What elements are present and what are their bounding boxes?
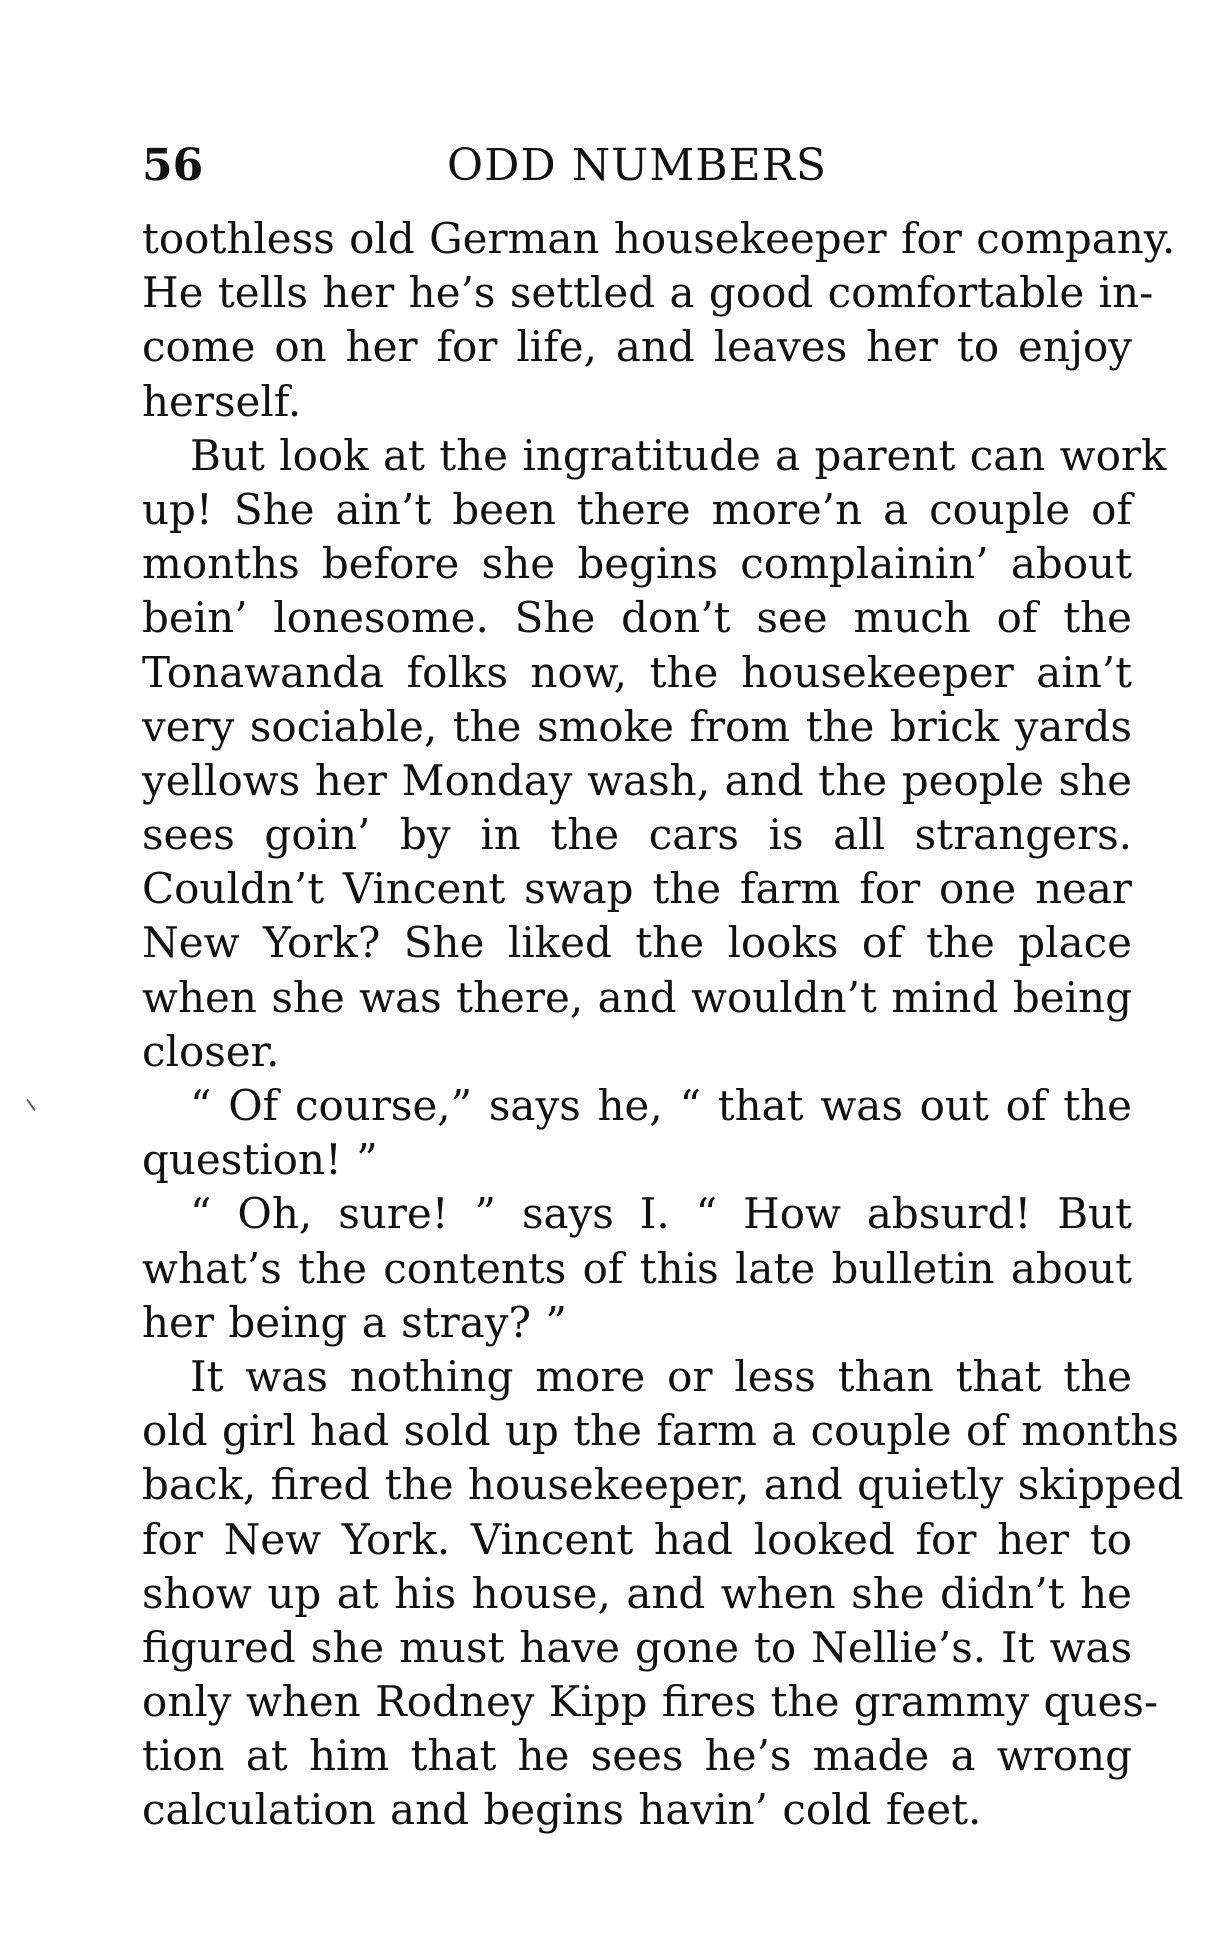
text-line: New York? She liked the looks of the place — [142, 918, 1132, 968]
text-line: months before she begins complainin’ about — [142, 539, 1132, 589]
text-line: Couldn’t Vincent swap the farm for one near — [142, 864, 1132, 914]
text-line: only when Rodney Kipp fires the grammy ques- — [142, 1677, 1159, 1727]
text-line: come on her for life, and leaves her to enjoy — [142, 322, 1132, 372]
page-header — [142, 136, 1132, 196]
text-line: Tonawanda folks now, the housekeeper ain’t — [142, 647, 1132, 697]
scan-mark — [26, 1099, 36, 1112]
page-number: 56 — [142, 140, 204, 191]
text-line: for New York. Vincent had looked for her to — [142, 1514, 1132, 1564]
text-line: her being a stray? ” — [142, 1297, 567, 1347]
text-line: But look at the ingratitude a parent can work — [190, 430, 1167, 480]
text-line: back, fired the housekeeper, and quietly skipped — [142, 1460, 1184, 1510]
text-line: calculation and begins havin’ cold feet. — [142, 1785, 982, 1835]
text-line: old girl had sold up the farm a couple of months — [142, 1406, 1179, 1456]
text-line: up! She ain’t been there more’n a couple of — [142, 484, 1132, 534]
text-line: very sociable, the smoke from the brick yards — [142, 701, 1132, 751]
text-line: “ Of course,” says he, “ that was out of the — [190, 1081, 1132, 1130]
text-line: toothless old German housekeeper for company. — [142, 214, 1176, 263]
text-line: yellows her Monday wash, and the people she — [142, 755, 1132, 805]
text-line: figured she must have gone to Nellie’s. It was — [142, 1622, 1132, 1672]
running-title: ODD NUMBERS — [447, 140, 827, 191]
body-text — [142, 212, 1184, 1838]
text-line: He tells her he’s settled a good comfortable in- — [142, 268, 1154, 318]
text-line: bein’ lonesome. She don’t see much of the — [142, 593, 1132, 643]
text-line: closer. — [142, 1026, 280, 1076]
text-line: what’s the contents of this late bulletin about — [142, 1243, 1132, 1293]
text-line: sees goin’ by in the cars is all strangers. — [142, 810, 1132, 860]
text-line: It was nothing more or less than that the — [190, 1351, 1132, 1401]
text-line: when she was there, and wouldn’t mind being — [142, 972, 1132, 1022]
text-line: herself. — [142, 376, 302, 426]
text-line: show up at his house, and when she didn’t he — [142, 1568, 1132, 1618]
text-line: question! ” — [142, 1135, 378, 1185]
text-line: “ Oh, sure! ” says I. “ How absurd! But — [190, 1189, 1132, 1239]
text-line: tion at him that he sees he’s made a wrong — [142, 1731, 1132, 1781]
